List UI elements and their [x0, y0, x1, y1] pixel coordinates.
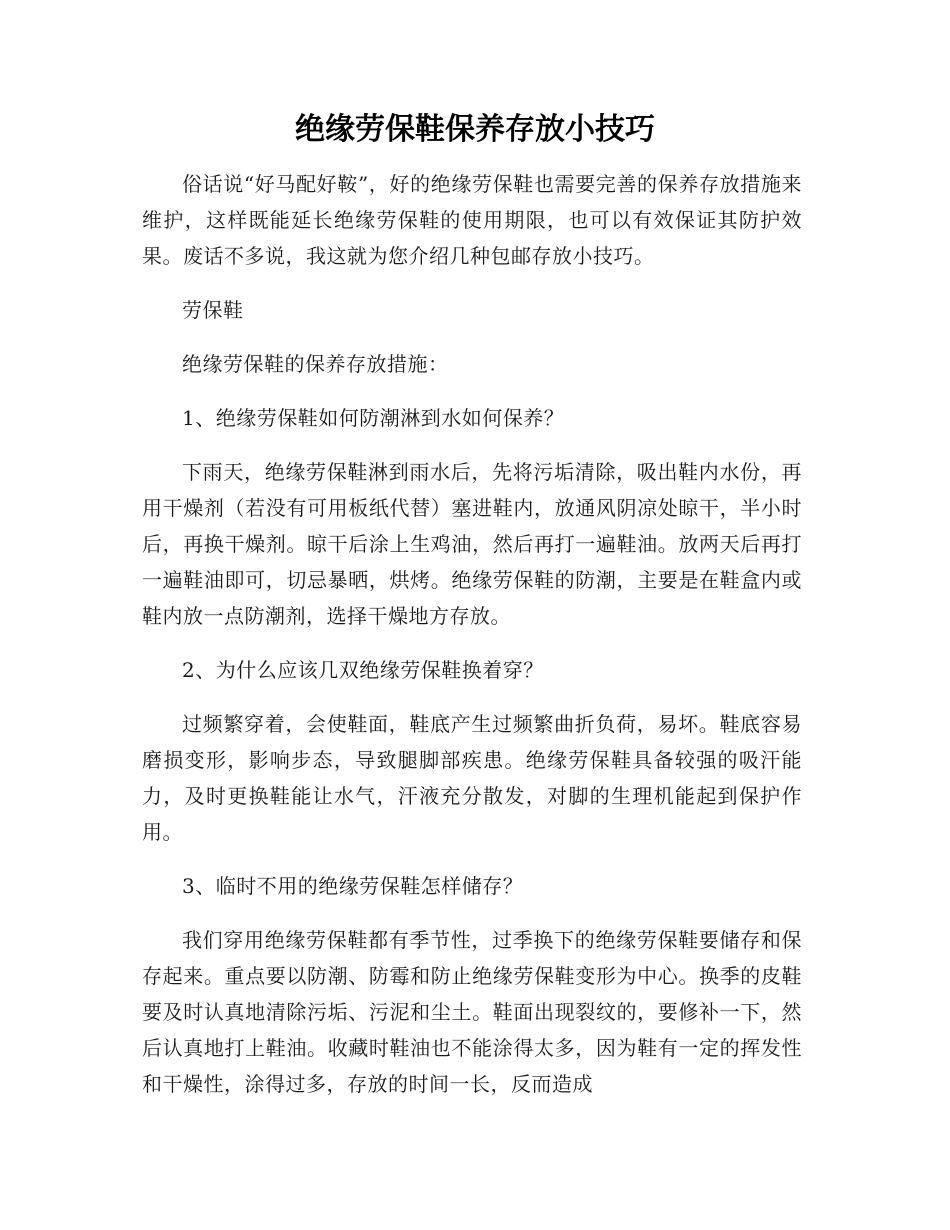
measures-heading: 绝缘劳保鞋的保养存放措施： — [182, 352, 449, 376]
question-3: 3、临时不用的绝缘劳保鞋怎样储存？ — [182, 874, 524, 898]
subheading-shoes: 劳保鞋 — [182, 298, 244, 322]
question-1: 1、绝缘劳保鞋如何防潮淋到水如何保养？ — [182, 406, 565, 430]
answer-3: 我们穿用绝缘劳保鞋都有季节性，过季换下的绝缘劳保鞋要储存和保存起来。重点要以防潮、防霉和防止绝缘劳保鞋变形为中心。换季的皮鞋要及时认真地清除污垢、污泥和尘土。鞋面出现裂纹的，要修补一下，然后认真地打上鞋油。收藏时鞋油也不能涂得太多，因为鞋有一定的挥发性和干燥性，涂得过多，存放的时间一长，反而造成 — [142, 928, 802, 1096]
intro-paragraph: 俗话说“好马配好鞍”，好的绝缘劳保鞋也需要完善的保养存放措施来维护，这样既能延长绝缘劳保鞋的使用期限，也可以有效保证其防护效果。废话不多说，我这就为您介绍几种包邮存放小技巧。 — [142, 172, 802, 268]
document-title: 绝缘劳保鞋保养存放小技巧 — [295, 112, 655, 147]
question-2: 2、为什么应该几双绝缘劳保鞋换着穿？ — [182, 658, 544, 682]
answer-1: 下雨天，绝缘劳保鞋淋到雨水后，先将污垢清除，吸出鞋内水份，再用干燥剂（若没有可用板纸代替）塞进鞋内，放通风阴凉处晾干，半小时后，再换干燥剂。晾干后涂上生鸡油，然后再打一遍鞋油。放两天后再打一遍鞋油即可，切忌暴晒，烘烤。绝缘劳保鞋的防潮，主要是在鞋盒内或鞋内放一点防潮剂，选择干燥地方存放。 — [142, 460, 802, 628]
document-body — [142, 166, 802, 1120]
answer-2: 过频繁穿着，会使鞋面，鞋底产生过频繁曲折负荷，易坏。鞋底容易磨损变形，影响步态，导致腿脚部疾患。绝缘劳保鞋具备较强的吸汗能力，及时更换鞋能让水气，汗液充分散发，对脚的生理机能起到保护作用。 — [142, 712, 802, 844]
